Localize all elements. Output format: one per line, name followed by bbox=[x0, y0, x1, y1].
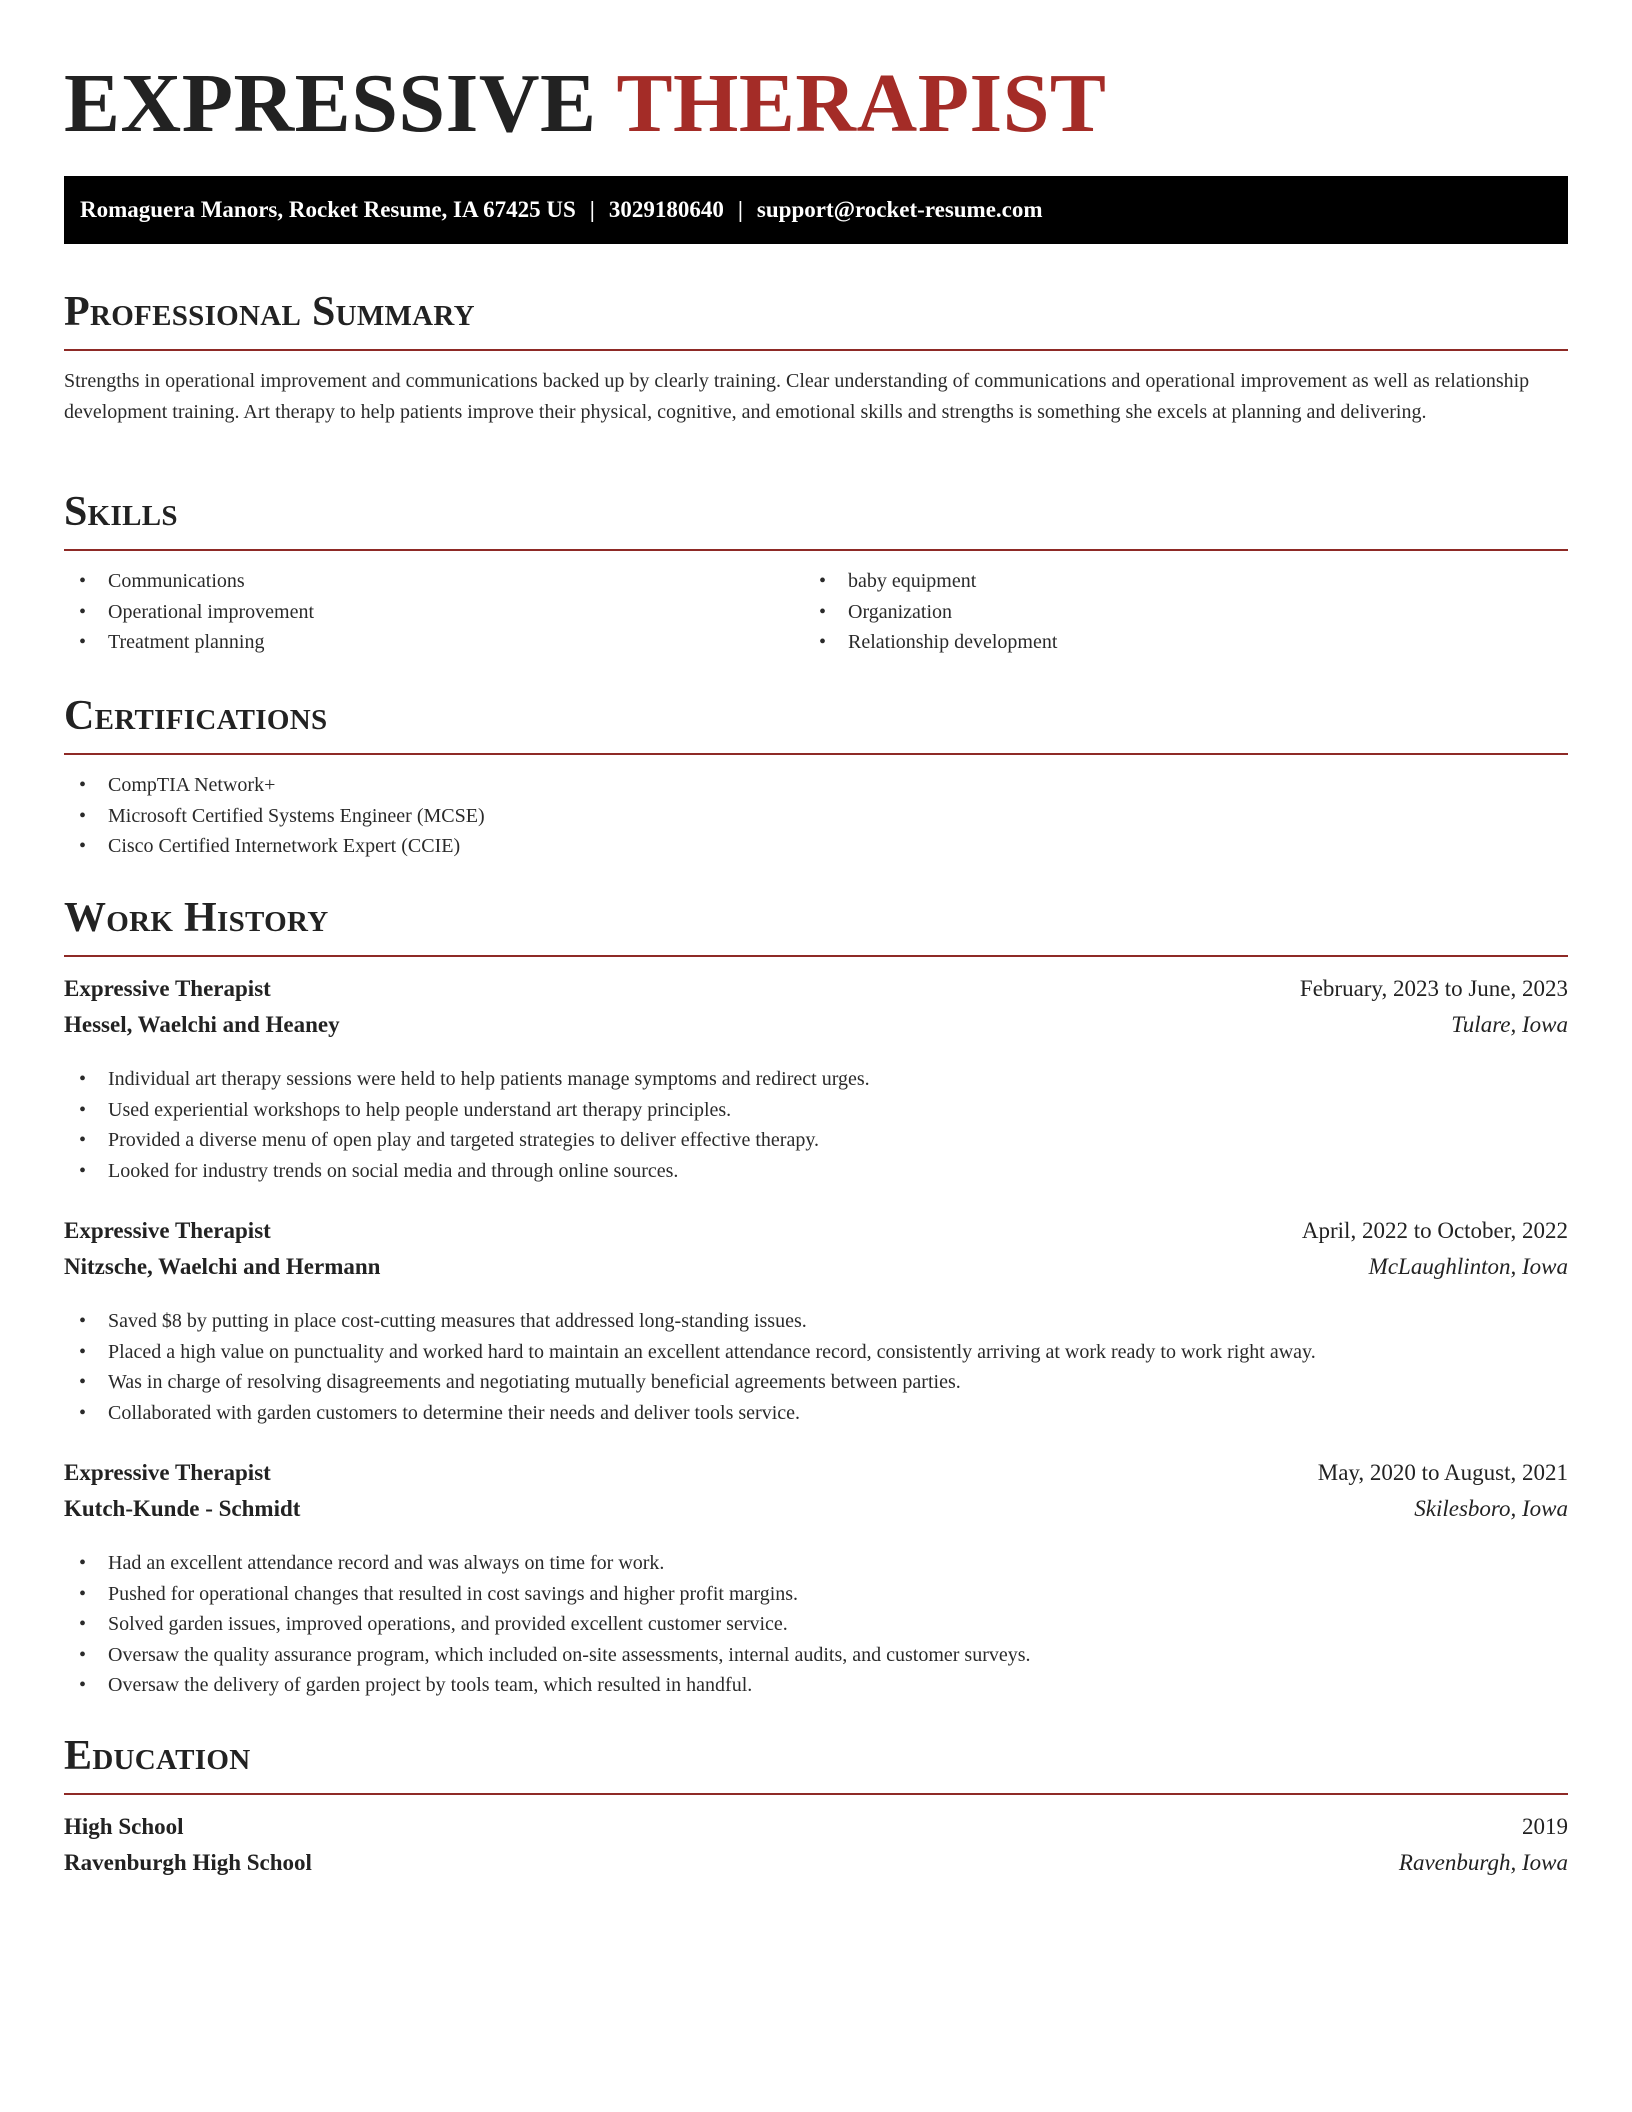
name-first: EXPRESSIVE bbox=[64, 57, 597, 150]
list-item: • Provided a diverse menu of open play and targeted strategies to deliver effective therapy. bbox=[64, 1125, 870, 1156]
education-degree: High School bbox=[64, 1814, 184, 1839]
list-item: • Saved $8 by putting in place cost-cutting measures that addressed long-standing issues. bbox=[64, 1306, 1316, 1337]
job-location: McLaughlinton, Iowa bbox=[1368, 1254, 1568, 1279]
summary-text: Strengths in operational improvement and communications backed up by clearly training. Clear understanding of communications and operational improvement as well as relationship development training. Art therapy to help patients improve their physical, cognitive, and emotional skills and strengths is something she excels at planning and delivering. bbox=[64, 370, 1530, 423]
skills-list-right bbox=[804, 566, 1057, 658]
job-company-row bbox=[64, 1250, 1568, 1284]
name-last: THERAPIST bbox=[616, 57, 1107, 150]
job-title: Expressive Therapist bbox=[64, 976, 271, 1001]
education-school: Ravenburgh High School bbox=[64, 1850, 312, 1875]
job-bullets bbox=[64, 1548, 1031, 1701]
list-item: • Oversaw the delivery of garden project by tools team, which resulted in handful. bbox=[64, 1670, 1031, 1701]
contact-address: Romaguera Manors, Rocket Resume, IA 67425 US bbox=[80, 197, 576, 222]
list-item: • Oversaw the quality assurance program, which included on-site assessments, internal audits, and customer surveys. bbox=[64, 1640, 1031, 1671]
skills-list-left bbox=[64, 566, 314, 658]
education-year: 2019 bbox=[1522, 1814, 1568, 1839]
job-bullets bbox=[64, 1306, 1316, 1428]
summary-heading: Professional Summary bbox=[64, 289, 475, 335]
list-item: • Solved garden issues, improved operations, and provided excellent customer service. bbox=[64, 1609, 1031, 1640]
list-item: • Operational improvement bbox=[64, 597, 314, 628]
job-company: Kutch-Kunde - Schmidt bbox=[64, 1496, 301, 1521]
list-item: • baby equipment bbox=[804, 566, 1057, 597]
job-company: Nitzsche, Waelchi and Hermann bbox=[64, 1254, 381, 1279]
list-item: • Used experiential workshops to help people understand art therapy principles. bbox=[64, 1095, 870, 1126]
job-company-row bbox=[64, 1492, 1568, 1526]
contact-bar bbox=[64, 176, 1568, 244]
summary-divider bbox=[64, 349, 1568, 351]
job-header bbox=[64, 1456, 1568, 1490]
list-item: • Had an excellent attendance record and was always on time for work. bbox=[64, 1548, 1031, 1579]
list-item: • Was in charge of resolving disagreements and negotiating mutually beneficial agreements between parties. bbox=[64, 1367, 1316, 1398]
list-item: • Cisco Certified Internetwork Expert (CCIE) bbox=[64, 831, 485, 862]
education-divider bbox=[64, 1793, 1568, 1795]
job-title: Expressive Therapist bbox=[64, 1218, 271, 1243]
job-bullets bbox=[64, 1064, 870, 1186]
job-dates: May, 2020 to August, 2021 bbox=[1317, 1460, 1568, 1485]
list-item: • Collaborated with garden customers to determine their needs and deliver tools service. bbox=[64, 1398, 1316, 1429]
list-item: • Relationship development bbox=[804, 627, 1057, 658]
job-header bbox=[64, 972, 1568, 1006]
education-location: Ravenburgh, Iowa bbox=[1398, 1850, 1568, 1875]
contact-phone: 3029180640 bbox=[608, 197, 724, 222]
job-company-row bbox=[64, 1008, 1568, 1042]
list-item: • Organization bbox=[804, 597, 1057, 628]
education-header bbox=[64, 1810, 1568, 1844]
list-item: • Treatment planning bbox=[64, 627, 314, 658]
job-header bbox=[64, 1214, 1568, 1248]
list-item: • Pushed for operational changes that resulted in cost savings and higher profit margins. bbox=[64, 1579, 1031, 1610]
list-item: • Communications bbox=[64, 566, 314, 597]
skills-divider bbox=[64, 549, 1568, 551]
job-location: Skilesboro, Iowa bbox=[1414, 1496, 1568, 1521]
education-school-row bbox=[64, 1846, 1568, 1880]
job-title: Expressive Therapist bbox=[64, 1460, 271, 1485]
list-item: • Placed a high value on punctuality and worked hard to maintain an excellent attendance record, consistently arriving at work ready to work right away. bbox=[64, 1337, 1316, 1368]
work-history-heading: Work History bbox=[64, 895, 329, 941]
certifications-heading: Certifications bbox=[64, 693, 328, 739]
certifications-divider bbox=[64, 753, 1568, 755]
contact-email: support@rocket-resume.com bbox=[756, 197, 1043, 222]
list-item: • Microsoft Certified Systems Engineer (MCSE) bbox=[64, 801, 485, 832]
list-item: • Looked for industry trends on social media and through online sources. bbox=[64, 1156, 870, 1187]
job-dates: February, 2023 to June, 2023 bbox=[1299, 976, 1568, 1001]
list-item: • Individual art therapy sessions were held to help patients manage symptoms and redirect urges. bbox=[64, 1064, 870, 1095]
education-heading: Education bbox=[64, 1733, 251, 1779]
resume-name bbox=[64, 56, 1106, 152]
contact-separator: | bbox=[589, 197, 595, 222]
job-dates: April, 2022 to October, 2022 bbox=[1301, 1218, 1568, 1243]
certifications-list bbox=[64, 770, 485, 862]
contact-separator: | bbox=[737, 197, 743, 222]
skills-heading: Skills bbox=[64, 489, 178, 535]
list-item: • CompTIA Network+ bbox=[64, 770, 485, 801]
job-company: Hessel, Waelchi and Heaney bbox=[64, 1012, 340, 1037]
job-location: Tulare, Iowa bbox=[1451, 1012, 1568, 1037]
work-history-divider bbox=[64, 955, 1568, 957]
